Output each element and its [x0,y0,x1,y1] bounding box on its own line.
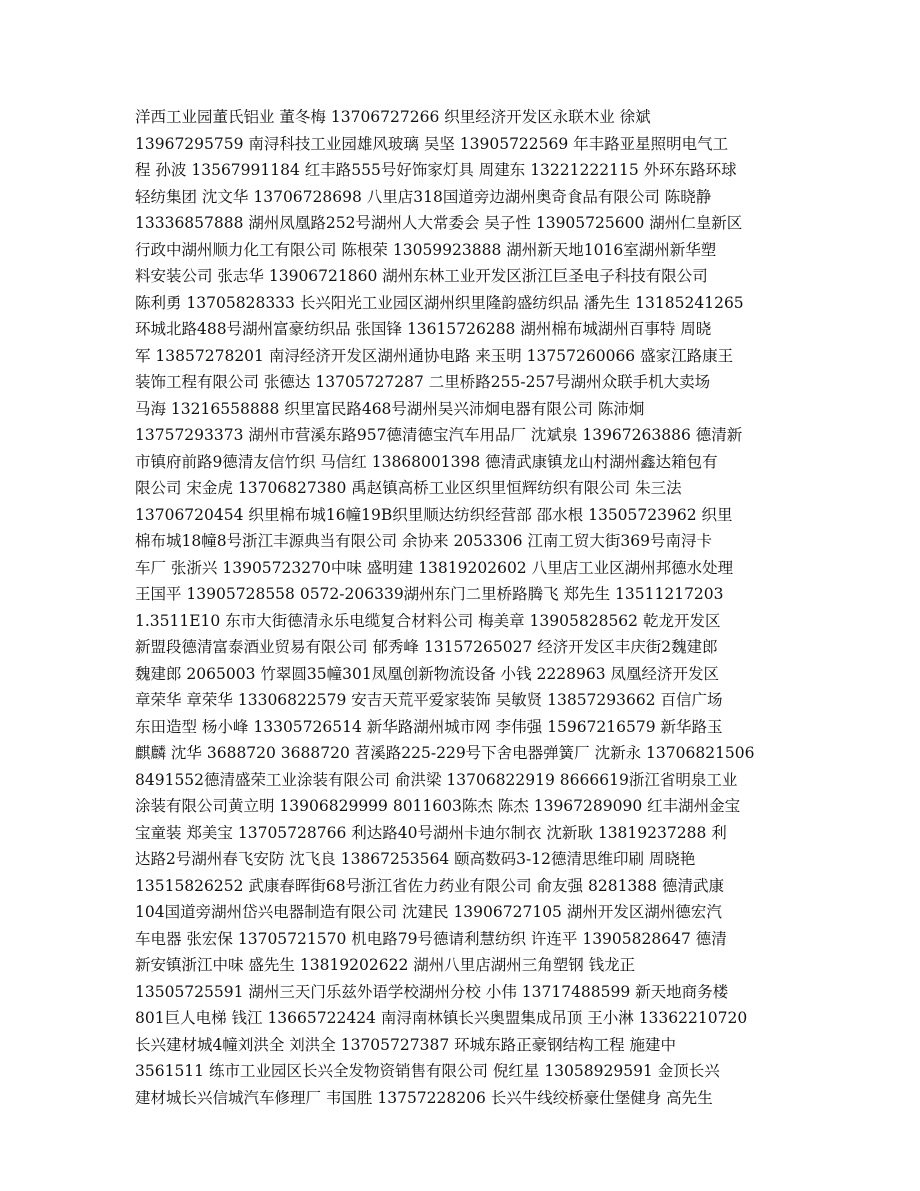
text-line: 达路2号湖州春飞安防 沈飞良 13867253564 颐高数码3-12德清思维印刷 周晓艳 [135,850,696,868]
text-line: 马海 13216558888 织里富民路468号湖州吴兴沛炯电器有限公司 陈沛炯 [135,399,645,418]
text-line: 13336857888 湖州凤凰路252号湖州人大常委会 吴子性 13905725600 湖州仁皇新区 [135,214,743,232]
text-line: 新安镇浙江中味 盛先生 13819202622 湖州八里店湖州三角塑钢 钱龙正 [135,956,636,974]
text-line: 魏建郎 2065003 竹翠圆35幢301凤凰创新物流设备 小钱 2228963 凤凰经济开发区 [135,664,720,683]
text-line: 洋西工业园董氏铝业 董冬梅 13706727266 织里经济开发区永联木业 徐斌 [135,108,651,126]
text-line: 轻纺集团 沈文华 13706728698 八里店318国道旁边湖州奥奇食品有限公司 陈晓静 [135,187,712,206]
text-line: 长兴建材城4幢刘洪全 刘洪全 13705727387 环城东路正豪钢结构工程 施建中 [135,1035,677,1054]
text-line: 3561511 练市工业园区长兴全发物资销售有限公司 倪红星 13058929591 金顶长兴 [135,1062,720,1080]
text-line: 市镇府前路9德清友信竹织 马信红 13868001398 德清武康镇龙山村湖州鑫达箱包有 [135,452,718,471]
text-line: 宝童装 郑美宝 13705728766 利达路40号湖州卡迪尔制衣 沈新耿 13819237288 利 [135,823,727,842]
text-line: 13515826252 武康春晖街68号浙江省佐力药业有限公司 俞友强 8281388 德清武康 [135,876,724,895]
text-line: 车厂 张浙兴 13905723270中味 盛明建 13819202602 八里店工业区湖州邦德水处理 [135,558,734,577]
text-line: 陈利勇 13705828333 长兴阳光工业园区湖州织里隆韵盛纺织品 潘先生 13185241265 [135,293,744,312]
text-line: 军 13857278201 南浔经济开发区湖州通协电路 来玉明 13757260066 盛家江路康王 [135,346,734,365]
text-line: 1.3511E10 东市大街德清永乐电缆复合材料公司 梅美章 13905828562 乾龙开发区 [135,611,721,630]
text-line: 建材城长兴信城汽车修理厂 韦国胜 13757228206 长兴牛线绞桥豪仕堡健身 高先生 [135,1088,713,1107]
text-line: 新盟段德清富泰酒业贸易有限公司 郁秀峰 13157265027 经济开发区丰庆街2魏建郎 [135,638,718,656]
text-line: 环城北路488号湖州富豪纺织品 张国锋 13615726288 湖州棉布城湖州百事特 周晓 [135,320,712,338]
text-line: 行政中湖州顺力化工有限公司 陈根荣 13059923888 湖州新天地1016室湖州新华塑 [135,240,717,259]
text-line: 棉布城18幢8号浙江丰源典当有限公司 余协来 2053306 江南工贸大街369号南浔卡 [135,532,712,550]
text-line: 13757293373 湖州市营溪东路957德清德宝汽车用品厂 沈斌泉 13967263886 德清新 [135,426,743,444]
text-line: 限公司 宋金虎 13706827380 禹赵镇高桥工业区织里恒辉纺织有限公司 朱三法 [135,479,682,497]
text-line: 13706720454 织里棉布城16幢19B织里顺达纺织经营部 邵水根 13505723962 织里 [135,505,733,524]
text-line: 涂装有限公司黄立明 13906829999 8011603陈杰 陈杰 13967289090 红丰湖州金宝 [135,797,741,815]
text-line: 104国道旁湖州岱兴电器制造有限公司 沈建民 13906727105 湖州开发区湖州德宏汽 [135,903,722,921]
text-line: 东田造型 杨小峰 13305726514 新华路湖州城市网 李伟强 15967216579 新华路玉 [135,717,723,736]
text-line: 车电器 张宏保 13705721570 机电路79号德请利慧纺织 许连平 13905828647 德清 [135,929,727,948]
text-line: 章荣华 章荣华 13306822579 安吉天荒平爱家装饰 吴敏贤 13857293662 百信广场 [135,691,723,709]
text-line: 装饰工程有限公司 张德达 13705727287 二里桥路255-257号湖州众联手机大卖场 [135,373,711,391]
text-line: 料安装公司 张志华 13906721860 湖州东林工业开发区浙江巨圣电子科技有限公司 [135,267,708,285]
text-line: 程 孙波 13567991184 红丰路555号好饰家灯具 周建东 13221222115 外环东路环球 [135,161,737,179]
text-line: 801巨人电梯 钱江 13665722424 南浔南林镇长兴奥盟集成吊顶 王小淋 13362210720 [135,1009,748,1027]
text-line: 8491552德清盛荣工业涂装有限公司 俞洪梁 13706822919 8666619浙江省明泉工业 [135,770,738,789]
text-line: 王国平 13905728558 0572-206339湖州东门二里桥路腾飞 郑先生 13511217203 [135,585,724,603]
directory-text-block [135,104,805,1111]
text-line: 麒麟 沈华 3688720 3688720 苕溪路225-229号下舍电器弹簧厂 沈新永 13706821506 [135,744,755,762]
text-line: 13505725591 湖州三天门乐兹外语学校湖州分校 小伟 13717488599 新天地商务楼 [135,982,729,1001]
text-line: 13967295759 南浔科技工业园雄风玻璃 吴坚 13905722569 年丰路亚星照明电气工 [135,134,729,153]
